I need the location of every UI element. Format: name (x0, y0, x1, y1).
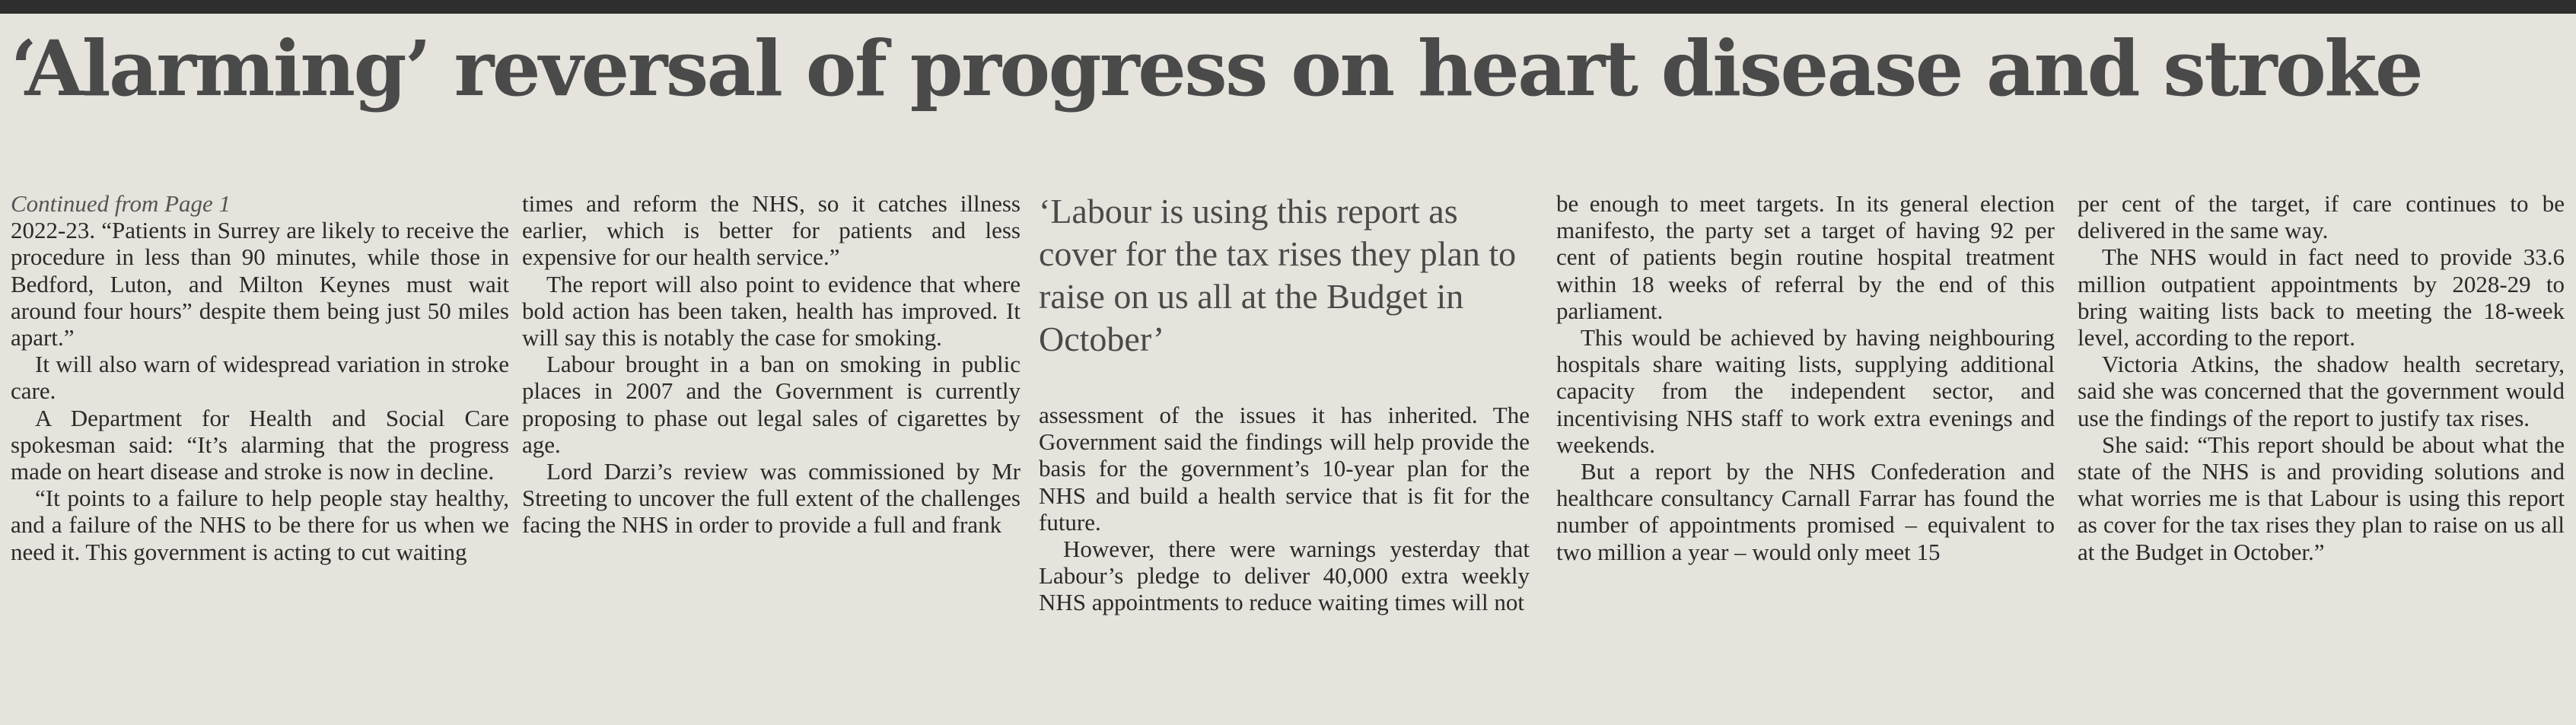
paragraph: assessment of the issues it has inherited. The Government said the findings will help provide the basis for the government’s 10-year plan for the NHS and build a health service that is fit for the future. (1039, 402, 1530, 536)
paragraph: This would be achieved by having neighbouring hospitals share waiting lists, supplying additional capacity from the independent sector, and incentivising NHS staff to work extra evenings and weekends. (1556, 324, 2055, 458)
continued-from-label: Continued from Page 1 (11, 190, 231, 217)
article-column-2 (522, 190, 1021, 539)
paragraph: A Department for Health and Social Care spokesman said: “It’s alarming that the progress made on heart disease and stroke is now in decline. (11, 404, 509, 485)
paragraph: be enough to meet targets. In its general election manifesto, the party set a target of having 92 per cent of patients begin routine hospital treatment within 18 weeks of referral by the end of this parliament. (1556, 190, 2055, 324)
paragraph: per cent of the target, if care continues to be delivered in the same way. (2078, 190, 2565, 244)
pull-quote: ‘Labour is using this report as cover for the tax rises they plan to raise on us all at the Budget in October’ (1039, 192, 1517, 358)
paragraph: The NHS would in fact need to provide 33.6 million outpatient appointments by 2028-29 to bring waiting lists back to meeting the 18-week level, according to the report. (2078, 243, 2565, 351)
paragraph: times and reform the NHS, so it catches illness earlier, which is better for patients and less expensive for our health service.” (522, 190, 1021, 271)
paragraph: But a report by the NHS Confederation and healthcare consultancy Carnall Farrar has found the number of appointments promised – equivalent to two million a year – would only meet 15 (1556, 458, 2055, 565)
article-column-4 (1556, 190, 2055, 565)
paragraph: However, there were warnings yesterday that Labour’s pledge to deliver 40,000 extra weekly NHS appointments to reduce waiting times will not (1039, 536, 1530, 616)
paragraph: “It points to a failure to help people stay healthy, and a failure of the NHS to be there for us when we need it. This government is acting to cut waiting (11, 485, 509, 565)
top-edge-bar (0, 0, 2576, 14)
headline: ‘Alarming’ reversal of progress on heart disease and stroke (11, 24, 2422, 113)
article-column-3 (1039, 402, 1530, 616)
article-column-1 (11, 190, 509, 565)
paragraph: 2022-23. “Patients in Surrey are likely to receive the procedure in less than 90 minutes, while those in Bedford, Luton, and Milton Keynes must wait around four hours” despite them being just 50 miles apart.” (11, 217, 509, 351)
article-column-5 (2078, 190, 2565, 565)
paragraph: It will also warn of widespread variation in stroke care. (11, 351, 509, 405)
paragraph: Victoria Atkins, the shadow health secretary, said she was concerned that the government would use the findings of the report to justify tax rises. (2078, 351, 2565, 431)
paragraph: She said: “This report should be about what the state of the NHS is and providing solutions and what worries me is that Labour is using this report as cover for the tax rises they plan to raise on us all at the Budget in October.” (2078, 431, 2565, 565)
paragraph: The report will also point to evidence that where bold action has been taken, health has improved. It will say this is notably the case for smoking. (522, 270, 1021, 351)
paragraph: Labour brought in a ban on smoking in public places in 2007 and the Government is currently proposing to phase out legal sales of cigarettes by age. (522, 351, 1021, 458)
paragraph: Lord Darzi’s review was commissioned by Mr Streeting to uncover the full extent of the challenges facing the NHS in order to provide a full and frank (522, 458, 1021, 539)
